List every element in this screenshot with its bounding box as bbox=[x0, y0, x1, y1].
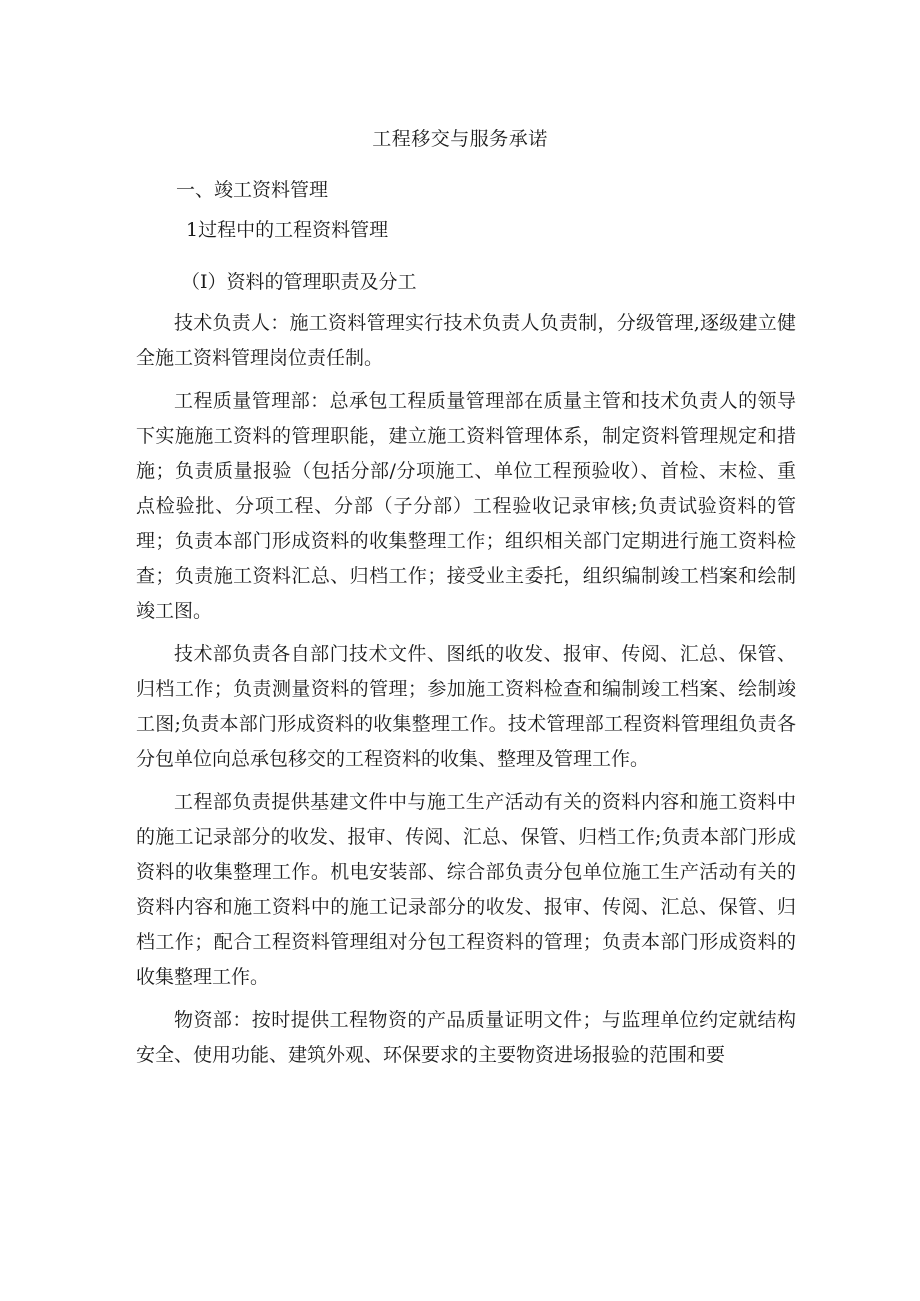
document-body bbox=[136, 306, 796, 1081]
paragraph-materials-dept: 物资部：按时提供工程物资的产品质量证明文件；与监理单位约定就结构安全、使用功能、建筑外观、环保要求的主要物资进场报验的范围和要 bbox=[136, 1009, 796, 1066]
document-title: 工程移交与服务承诺 bbox=[372, 128, 548, 150]
subsection-heading: 1过程中的工程资料管理 bbox=[186, 219, 389, 241]
section-heading: 一、竣工资料管理 bbox=[176, 179, 329, 201]
paragraph-technical-dept: 技术部负责各自部门技术文件、图纸的收发、报审、传阅、汇总、保管、归档工作；负责测量资料的管理；参加施工资料检查和编制竣工档案、绘制竣工图;负责本部门形成资料的收集整理工作。技术管理部工程资料管理组负责各分包单位向总承包移交的工程资料的收集、整理及管理工作。 bbox=[136, 643, 796, 770]
paragraph-quality-dept: 工程质量管理部：总承包工程质量管理部在质量主管和技术负责人的领导下实施施工资料的管理职能，建立施工资料管理体系，制定资料管理规定和措施；负责质量报验（包括分部/分项施工、单位工程预验收）、首检、末检、重点检验批、分项工程、分部（子分部）工程验收记录审核;负责试验资料的管理；负责本部门形成资料的收集整理工作；组织相关部门定期进行施工资料检查；负责施工资料汇总、归档工作；接受业主委托，组织编制竣工档案和绘制竣工图。 bbox=[136, 390, 796, 622]
paragraph-engineering-dept: 工程部负责提供基建文件中与施工生产活动有关的资料内容和施工资料中的施工记录部分的收发、报审、传阅、汇总、保管、归档工作;负责本部门形成资料的收集整理工作。机电安装部、综合部负责分包单位施工生产活动有关的资料内容和施工资料中的施工记录部分的收发、报审、传阅、汇总、保管、归档工作；配合工程资料管理组对分包工程资料的管理；负责本部门形成资料的收集整理工作。 bbox=[136, 791, 796, 988]
sub-subsection-heading: （I）资料的管理职责及分工 bbox=[181, 271, 417, 293]
paragraph-technical-lead: 技术负责人：施工资料管理实行技术负责人负责制，分级管理,逐级建立健全施工资料管理岗位责任制。 bbox=[136, 312, 796, 369]
